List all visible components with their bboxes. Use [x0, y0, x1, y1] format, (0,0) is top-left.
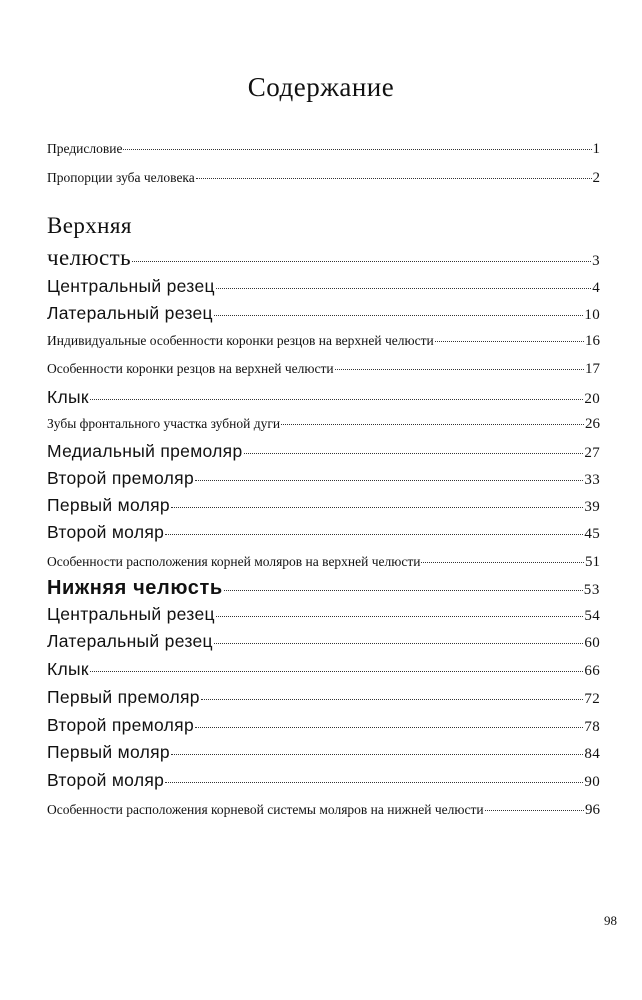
toc-entry[interactable]	[47, 243, 600, 271]
toc-entry[interactable]	[47, 603, 600, 625]
toc-entry-page: 84	[584, 745, 600, 762]
toc-entry[interactable]	[47, 302, 600, 324]
toc-entry-label: Пропорции зуба человека	[47, 170, 195, 186]
toc-entry[interactable]	[47, 494, 600, 516]
dot-leader	[90, 655, 584, 672]
toc-entry-page: 3	[592, 252, 600, 269]
toc-entry[interactable]	[47, 386, 600, 408]
dot-leader	[421, 550, 584, 563]
toc-entry-page: 54	[584, 607, 600, 624]
toc-entry-label: челюсть	[47, 244, 131, 270]
toc-entry-label: Латеральный резец	[47, 302, 213, 323]
toc-entry-page: 4	[592, 279, 600, 296]
toc-entry-page: 72	[584, 690, 600, 707]
toc-entry-label: Клык	[47, 658, 89, 679]
toc-entry-label: Зубы фронтального участка зубной дуги	[47, 416, 281, 432]
toc-entry[interactable]	[47, 467, 600, 489]
toc-entry-page: 26	[585, 416, 600, 433]
dot-leader	[485, 798, 584, 811]
dot-leader	[201, 683, 584, 700]
toc-entry-label: Второй моляр	[47, 769, 165, 790]
toc-entry[interactable]	[47, 521, 600, 543]
toc-entry-label: Второй премоляр	[47, 714, 194, 735]
dot-leader	[171, 738, 583, 755]
toc-entry[interactable]	[47, 769, 600, 791]
dot-leader	[195, 711, 583, 728]
page-number: 98	[604, 913, 617, 928]
toc-entry[interactable]	[47, 553, 600, 571]
toc-entry-label: Клык	[47, 386, 89, 407]
toc-entry-label: Центральный резец	[47, 275, 215, 296]
dot-leader	[165, 518, 583, 535]
dot-leader	[224, 572, 583, 591]
toc-entry-label: Первый моляр	[47, 741, 170, 762]
toc-entry[interactable]	[47, 440, 600, 462]
toc-entry-page: 20	[584, 390, 600, 407]
toc-entry-page: 17	[585, 361, 600, 378]
toc-entry-page: 90	[584, 773, 600, 790]
toc-entry-label: Первый моляр	[47, 494, 170, 515]
toc-entry[interactable]	[47, 741, 600, 763]
section-heading-upper-jaw: Верхняя	[47, 213, 132, 238]
toc-entry[interactable]	[47, 332, 600, 350]
toc-entry[interactable]	[47, 658, 600, 680]
dot-leader	[435, 329, 584, 342]
toc-entry[interactable]	[47, 575, 600, 600]
dot-leader	[171, 491, 583, 508]
page-title: Содержание	[247, 72, 395, 102]
toc-entry-page: 2	[592, 170, 600, 187]
dot-leader	[132, 240, 591, 262]
toc-entry-page: 53	[583, 582, 600, 598]
toc-entry-page: 51	[585, 554, 600, 571]
toc-entry-label: Второй моляр	[47, 521, 165, 542]
toc-entry[interactable]	[47, 275, 600, 297]
dot-leader	[90, 383, 584, 400]
toc-entry-page: 66	[584, 662, 600, 679]
dot-leader	[335, 357, 584, 370]
toc-entry-label: Предисловие	[47, 141, 123, 157]
dot-leader	[214, 299, 584, 316]
toc-entry-page: 16	[585, 333, 600, 350]
dot-leader	[244, 437, 584, 454]
dot-leader	[214, 627, 584, 644]
toc-entry-page: 27	[584, 444, 600, 461]
dot-leader	[165, 766, 583, 783]
toc-entry-page: 10	[584, 306, 600, 323]
dot-leader	[216, 272, 591, 289]
toc-entry-page: 33	[584, 471, 600, 488]
toc-entry-page: 78	[584, 718, 600, 735]
toc-entry[interactable]	[47, 714, 600, 736]
toc-entry-label: Индивидуальные особенности коронки резцов на верхней челюсти	[47, 333, 434, 349]
toc-entry-page: 96	[585, 802, 600, 819]
toc-entry-label: Первый премоляр	[47, 686, 200, 707]
toc-entry[interactable]	[47, 169, 600, 187]
dot-leader	[195, 464, 583, 481]
toc-entry-page: 60	[584, 634, 600, 651]
toc-entry[interactable]	[47, 801, 600, 819]
toc-entry-label: Центральный резец	[47, 603, 215, 624]
toc-entry-label: Особенности коронки резцов на верхней челюсти	[47, 361, 334, 377]
toc-entry[interactable]	[47, 686, 600, 708]
toc-entry-label: Второй премоляр	[47, 467, 194, 488]
toc-entry[interactable]	[47, 140, 600, 158]
toc-entry-page: 1	[592, 141, 600, 158]
toc-entry[interactable]	[47, 360, 600, 378]
toc-entry-label: Латеральный резец	[47, 630, 213, 651]
toc-entry[interactable]	[47, 630, 600, 652]
toc-entry[interactable]	[47, 415, 600, 433]
toc-entry-label: Медиальный премоляр	[47, 440, 243, 461]
dot-leader	[216, 600, 584, 617]
dot-leader	[281, 412, 584, 425]
dot-leader	[196, 166, 592, 179]
toc-entry-label: Особенности расположения корней моляров на верхней челюсти	[47, 554, 421, 570]
toc-entry-label: Особенности расположения корневой системы моляров на нижней челюсти	[47, 802, 484, 818]
toc-entry-label: Нижняя челюсть	[47, 577, 223, 599]
dot-leader	[123, 137, 591, 150]
toc-entry-page: 45	[584, 525, 600, 542]
toc-entry-page: 39	[584, 498, 600, 515]
